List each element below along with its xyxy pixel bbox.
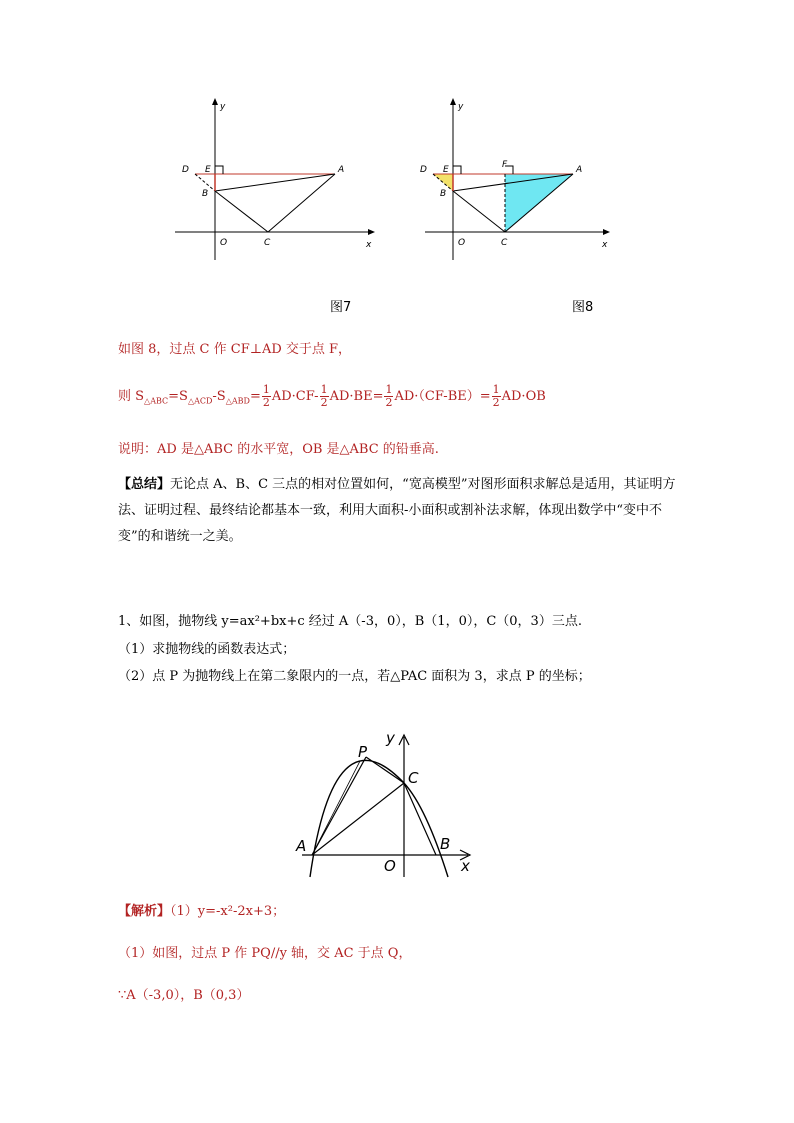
fraction-half-2: $\frac{1}{2}$	[320, 383, 328, 409]
y-axis-arrow	[212, 98, 218, 105]
segment-ac	[268, 174, 335, 232]
analysis-answer-1: （1）y=-x²-2x+3；	[170, 904, 286, 919]
figure-7	[150, 95, 390, 265]
figure-7-caption: 图7	[330, 300, 352, 315]
label-y: y	[220, 102, 226, 112]
label-a: A	[338, 165, 345, 175]
label-b: B	[202, 189, 209, 199]
summary-tag: 【总结】	[118, 477, 171, 492]
label-x: x	[366, 240, 372, 250]
summary-paragraph	[118, 472, 678, 550]
analysis-line-3: ∵A（-3,0），B（0,3）	[118, 988, 250, 1003]
y-axis-arrow	[450, 98, 456, 105]
label-y: y	[458, 102, 464, 112]
label-x: x	[602, 240, 608, 250]
segment-ap	[312, 757, 366, 855]
label-c: C	[501, 238, 508, 248]
formula-part-1: AD·CF-	[271, 389, 319, 404]
x-axis-arrow	[368, 229, 375, 235]
area-formula	[118, 384, 546, 412]
label-y: y	[386, 729, 395, 747]
fraction-half-1: $\frac{1}{2}$	[262, 383, 270, 409]
label-x: x	[461, 857, 470, 875]
label-b: B	[440, 835, 451, 853]
analysis-tag: 【解析】	[118, 904, 171, 919]
question-1-part-1: （1）求抛物线的函数表达式；	[118, 642, 296, 657]
fraction-half-4: $\frac{1}{2}$	[492, 383, 500, 409]
x-axis-arrow	[603, 229, 610, 235]
explanation-line: 说明：AD 是△ABC 的水平宽，OB 是△ABC 的铅垂高.	[118, 442, 439, 457]
label-a: A	[576, 165, 583, 175]
label-o: O	[458, 238, 466, 248]
label-e: E	[443, 165, 449, 175]
figure-8	[395, 95, 635, 265]
segment-ac	[312, 783, 404, 855]
segment-ap-2	[312, 761, 360, 855]
formula-sub-abd: △ABD	[225, 396, 250, 406]
segment-cb	[404, 783, 436, 855]
analysis-line-2: （1）如图，过点 P 作 PQ//y 轴，交 AC 于点 Q，	[118, 946, 412, 961]
segment-ab	[215, 174, 335, 191]
summary-body: 无论点 A、B、C 三点的相对位置如何，“宽高模型”对图形面积求解总是适用，其证明方法、证明过程、最终结论都基本一致，利用大面积-小面积或割补法求解，体现出数学中“变中不变”的和谐统一之美。	[118, 477, 676, 544]
formula-sub-abc: △ABC	[144, 396, 169, 406]
formula-part-3: AD·（CF-BE）=	[394, 389, 491, 404]
label-e: E	[205, 165, 211, 175]
right-angle-mark-e	[453, 166, 461, 174]
label-f: F	[502, 160, 508, 170]
label-p: P	[358, 743, 368, 761]
label-c: C	[264, 238, 271, 248]
label-d: D	[182, 165, 189, 175]
fraction-half-3: $\frac{1}{2}$	[385, 383, 393, 409]
question-1-part-2: （2）点 P 为抛物线上在第二象限内的一点，若△PAC 面积为 3，求点 P 的坐标；	[118, 669, 591, 684]
formula-minus: -S	[212, 389, 226, 404]
segment-bc	[215, 191, 268, 232]
figure-8-caption: 图8	[572, 300, 594, 315]
segment-bc	[453, 191, 505, 232]
label-c: C	[408, 769, 419, 787]
label-o: O	[220, 238, 228, 248]
label-o: O	[384, 857, 396, 875]
label-d: D	[420, 165, 427, 175]
label-b: B	[440, 189, 447, 199]
cf-construction-line: 如图 8，过点 C 作 CF⊥AD 交于点 F，	[118, 342, 352, 357]
formula-eq: =S	[168, 389, 188, 404]
question-1: 1、如图，抛物线 y=ax²+bx+c 经过 A（-3，0），B（1，0），C（0，3）三点.	[118, 614, 582, 629]
right-angle-mark	[215, 166, 223, 174]
formula-part-4: AD·OB	[501, 389, 546, 404]
label-a: A	[296, 837, 307, 855]
analysis-line-1	[118, 902, 285, 922]
formula-eq2: =	[249, 389, 261, 404]
formula-part-2: AD·BE=	[329, 389, 384, 404]
formula-prefix: 则 S	[118, 389, 145, 404]
formula-sub-acd: △ACD	[187, 396, 213, 406]
segment-pc	[366, 757, 404, 783]
parabola-figure	[288, 725, 488, 885]
